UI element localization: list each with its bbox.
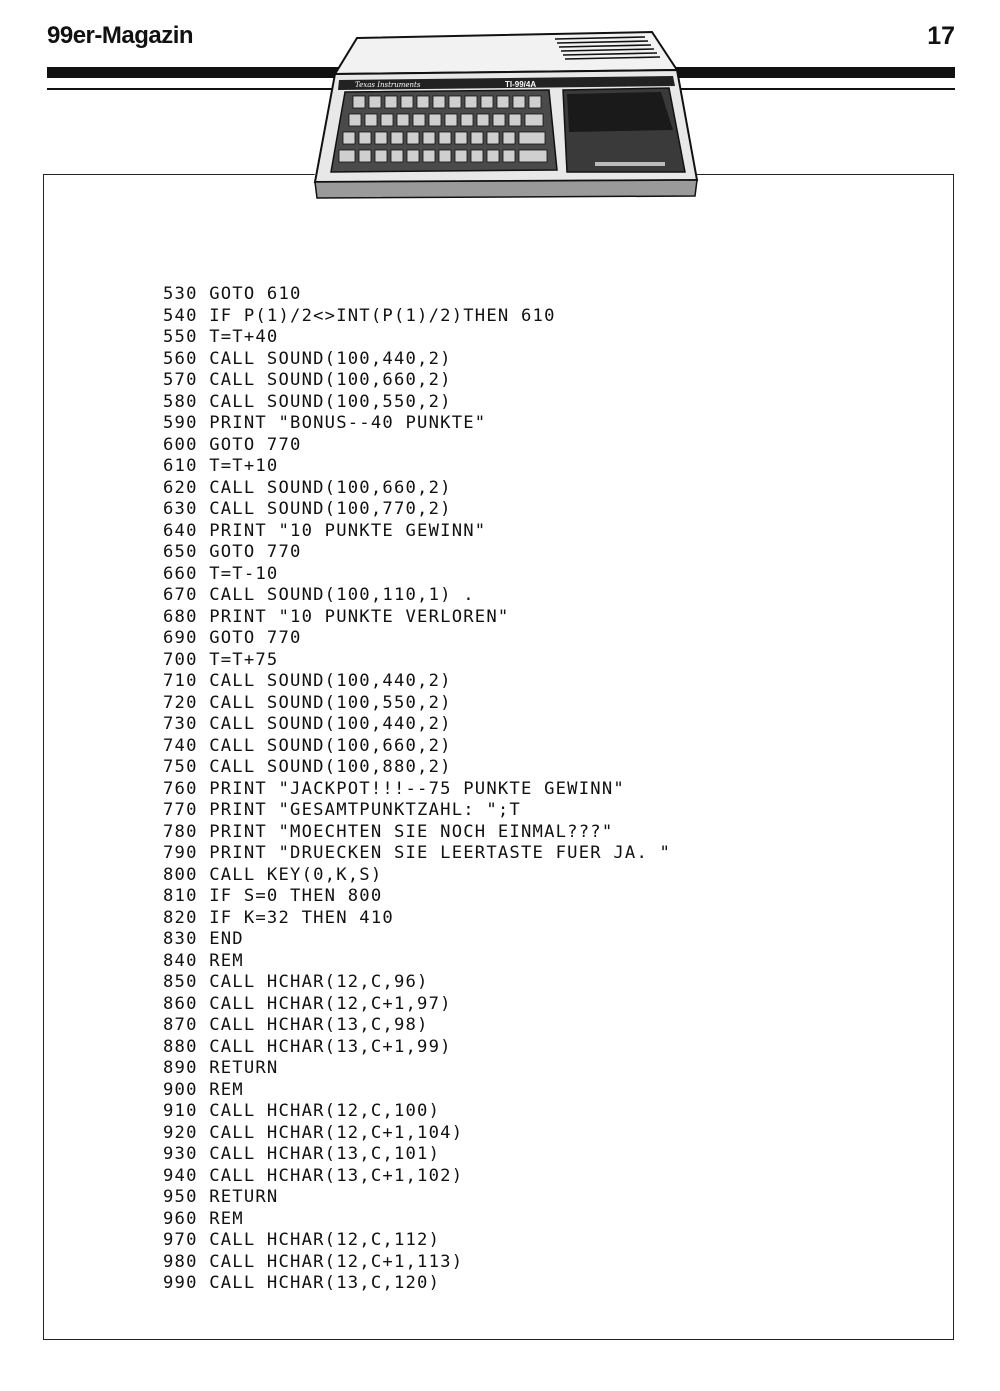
code-line: 790 PRINT "DRUECKEN SIE LEERTASTE FUER JA. " — [163, 843, 672, 863]
code-line: 890 RETURN — [163, 1058, 279, 1078]
model-text: TI-99/4A — [505, 80, 537, 89]
code-line: 650 GOTO 770 — [163, 542, 302, 562]
code-line: 950 RETURN — [163, 1187, 279, 1207]
code-line: 800 CALL KEY(0,K,S) — [163, 864, 383, 885]
code-line: 570 CALL SOUND(100,660,2) — [163, 370, 452, 390]
code-line: 690 GOTO 770 — [163, 628, 302, 648]
code-line: 600 GOTO 770 — [163, 434, 302, 455]
code-line: 730 CALL SOUND(100,440,2) — [163, 714, 452, 734]
magazine-title: 99er-Magazin — [47, 22, 194, 49]
code-line: 930 CALL HCHAR(13,C,101) — [163, 1144, 441, 1164]
code-line: 710 CALL SOUND(100,440,2) — [163, 671, 452, 691]
ti-99-4a-computer-illustration — [305, 30, 705, 205]
code-line: 560 CALL SOUND(100,440,2) — [163, 348, 452, 369]
code-line: 840 REM — [163, 950, 244, 971]
code-line: 910 CALL HCHAR(12,C,100) — [163, 1101, 441, 1121]
code-line: 530 GOTO 610 — [163, 284, 302, 304]
code-line: 770 PRINT "GESAMTPUNKTZAHL: ";T — [163, 800, 521, 820]
code-line: 700 T=T+75 — [163, 649, 279, 670]
code-line: 740 CALL SOUND(100,660,2) — [163, 735, 452, 756]
code-line: 630 CALL SOUND(100,770,2) — [163, 499, 452, 519]
code-line: 780 PRINT "MOECHTEN SIE NOCH EINMAL???" — [163, 821, 614, 842]
code-line: 810 IF S=0 THEN 800 — [163, 886, 383, 906]
code-line: 940 CALL HCHAR(13,C+1,102) — [163, 1165, 464, 1186]
code-line: 550 T=T+40 — [163, 327, 279, 347]
code-line: 920 CALL HCHAR(12,C+1,104) — [163, 1122, 464, 1143]
code-line: 720 CALL SOUND(100,550,2) — [163, 692, 452, 713]
code-line: 590 PRINT "BONUS--40 PUNKTE" — [163, 413, 487, 433]
code-line: 850 CALL HCHAR(12,C,96) — [163, 972, 429, 992]
basic-listing — [163, 284, 671, 1295]
code-line: 610 T=T+10 — [163, 456, 279, 476]
code-line: 880 CALL HCHAR(13,C+1,99) — [163, 1036, 452, 1057]
code-line: 960 REM — [163, 1208, 244, 1229]
code-line: 660 T=T-10 — [163, 563, 279, 584]
code-line: 540 IF P(1)/2<>INT(P(1)/2)THEN 610 — [163, 305, 556, 326]
code-line: 900 REM — [163, 1079, 244, 1100]
code-line: 640 PRINT "10 PUNKTE GEWINN" — [163, 520, 487, 541]
code-line: 970 CALL HCHAR(12,C,112) — [163, 1230, 441, 1250]
code-line: 980 CALL HCHAR(12,C+1,113) — [163, 1251, 464, 1272]
code-line: 680 PRINT "10 PUNKTE VERLOREN" — [163, 606, 510, 627]
code-line: 820 IF K=32 THEN 410 — [163, 907, 394, 928]
code-line: 750 CALL SOUND(100,880,2) — [163, 757, 452, 777]
code-line: 860 CALL HCHAR(12,C+1,97) — [163, 993, 452, 1014]
page-number: 17 — [927, 22, 955, 50]
code-line: 830 END — [163, 929, 244, 949]
code-line: 990 CALL HCHAR(13,C,120) — [163, 1273, 441, 1293]
code-line: 760 PRINT "JACKPOT!!!--75 PUNKTE GEWINN" — [163, 778, 625, 799]
code-line: 670 CALL SOUND(100,110,1) . — [163, 585, 475, 605]
code-line: 620 CALL SOUND(100,660,2) — [163, 477, 452, 498]
code-line: 870 CALL HCHAR(13,C,98) — [163, 1015, 429, 1035]
brand-text: Texas Instruments — [355, 81, 421, 89]
code-line: 580 CALL SOUND(100,550,2) — [163, 391, 452, 412]
